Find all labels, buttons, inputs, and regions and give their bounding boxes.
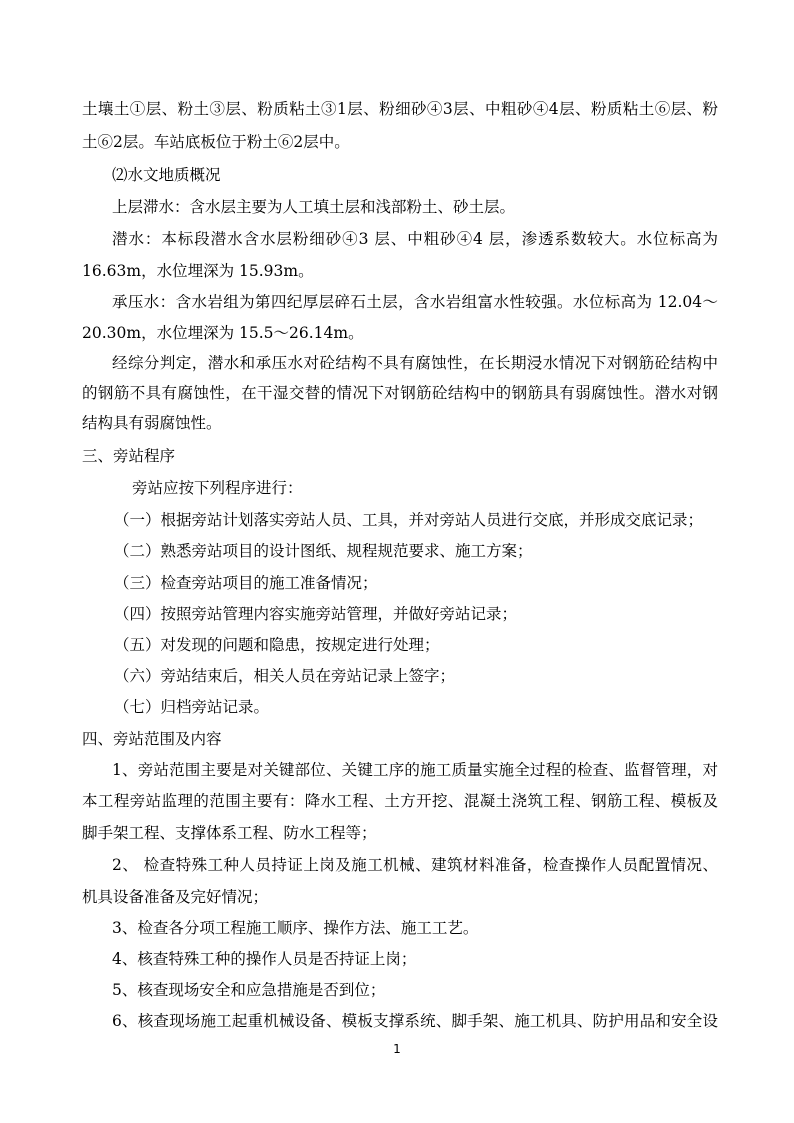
text-line: 1、旁站范围主要是对关键部位、关键工序的施工质量实施全过程的检查、监督管理，对 (112, 761, 718, 779)
text-line: 5、核查现场安全和应急措施是否到位； (112, 981, 386, 999)
page-number: 1 (393, 1042, 401, 1056)
text-line: 脚手架工程、支撑体系工程、防水工程等； (82, 824, 377, 842)
list-item: （一）根据旁站计划落实旁站人员、工具，并对旁站人员进行交底，并形成交底记录； (114, 511, 704, 529)
text-line: 16.63m，水位埋深为 15.93m。 (82, 262, 314, 280)
section-subheading: ⑵水文地质概况 (112, 166, 221, 184)
section-heading: 三、旁站程序 (82, 447, 176, 465)
text-line: 旁站应按下列程序进行： (132, 479, 303, 497)
text-line: 机具设备准备及完好情况； (82, 888, 269, 906)
text-line: 结构具有弱腐蚀性。 (82, 414, 222, 432)
text-line: 3、检查各分项工程施工顺序、操作方法、施工工艺。 (112, 919, 479, 937)
section-heading: 四、旁站范围及内容 (82, 730, 222, 748)
text-line: 上层滞水：含水层主要为人工填土层和浅部粉土、砂土层。 (112, 198, 516, 216)
list-item: （七）归档旁站记录。 (114, 698, 270, 716)
text-line: 土壤土①层、粉土③层、粉质粘土③1层、粉细砂④3层、中粗砂④4层、粉质粘土⑥层、粉 (82, 100, 718, 118)
list-item: （三）检查旁站项目的施工准备情况； (114, 574, 378, 592)
text-line: 2、 检查特殊工种人员持证上岗及施工机械、建筑材料准备，检查操作人员配置情况、 (112, 856, 718, 874)
text-line: 土⑥2层。车站底板位于粉土⑥2层中。 (82, 133, 350, 151)
text-line: 潜水：本标段潜水含水层粉细砂④3 层、中粗砂④4 层，渗透系数较大。水位标高为 (112, 230, 718, 248)
text-line: 6、核查现场施工起重机械设备、模板支撑系统、脚手架、施工机具、防护用品和安全设 (112, 1012, 718, 1030)
text-line: 20.30m，水位埋深为 15.5～26.14m。 (82, 324, 364, 342)
list-item: （四）按照旁站管理内容实施旁站管理，并做好旁站记录； (114, 605, 518, 623)
text-line: 经综分判定，潜水和承压水对砼结构不具有腐蚀性，在长期浸水情况下对钢筋砼结构中 (112, 354, 718, 372)
list-item: （二）熟悉旁站项目的设计图纸、规程规范要求、施工方案； (114, 542, 533, 560)
text-line: 承压水：含水岩组为第四纪厚层碎石土层，含水岩组富水性较强。水位标高为 12.04～ (112, 293, 718, 311)
list-item: （五）对发现的问题和隐患，按规定进行处理； (114, 636, 440, 654)
text-line: 的钢筋不具有腐蚀性，在干湿交替的情况下对钢筋砼结构中的钢筋具有弱腐蚀性。潜水对钢 (82, 384, 718, 402)
text-line: 4、核查特殊工种的操作人员是否持证上岗； (112, 950, 417, 968)
list-item: （六）旁站结束后，相关人员在旁站记录上签字； (114, 667, 456, 685)
text-line: 本工程旁站监理的范围主要有：降水工程、土方开挖、混凝土浇筑工程、钢筋工程、模板及 (82, 792, 718, 810)
